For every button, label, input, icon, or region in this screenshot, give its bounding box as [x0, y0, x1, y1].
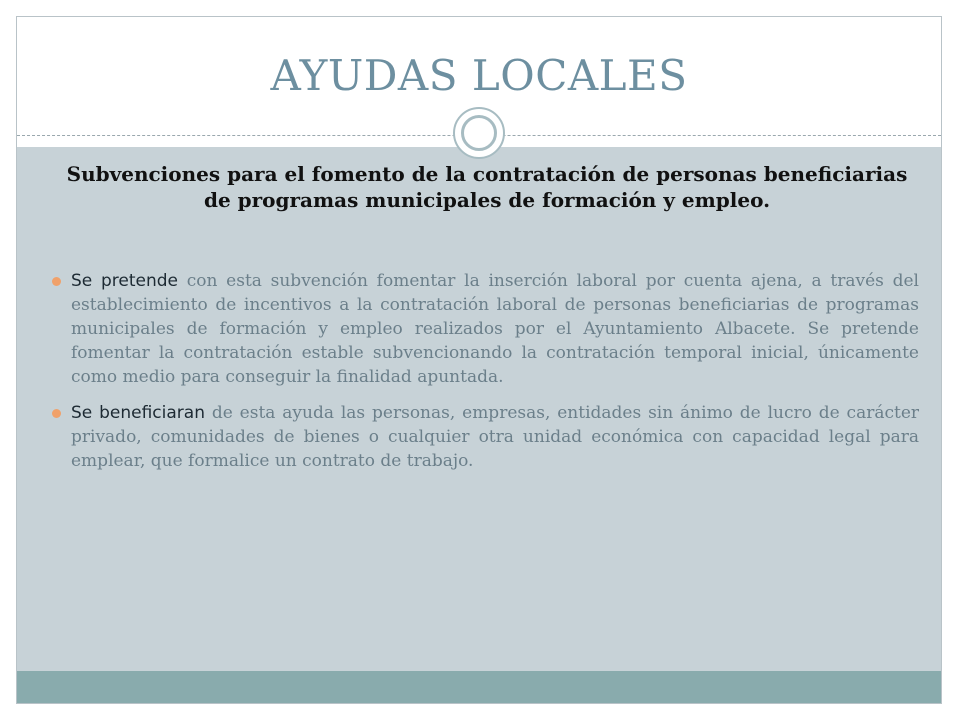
bullet-item	[52, 269, 919, 389]
slide-title: AYUDAS LOCALES	[270, 51, 688, 100]
bullet-body-text: de esta ayuda las personas, empresas, entidades sin ánimo de lucro de carácter privado, comunidades de bienes o cualquier otra unidad económica con capacidad legal para emplear, que formalice un contrato de trabajo.	[71, 403, 920, 471]
inner-ring	[461, 115, 497, 151]
slide	[16, 16, 942, 704]
footer-bar	[17, 671, 941, 704]
bullet-list	[52, 269, 919, 485]
double-ring-icon	[453, 107, 505, 159]
bullet-lead-text: Se beneficiaran	[71, 403, 205, 423]
bullet-lead-text: Se pretende	[71, 271, 178, 291]
bullet-dot-icon	[52, 409, 61, 418]
slide-subtitle: Subvenciones para el fomento de la contratación de personas beneficiarias de programas municipales de formación y empleo.	[66, 162, 908, 212]
bullet-item	[52, 401, 919, 473]
content-area	[17, 147, 941, 671]
bullet-dot-icon	[52, 277, 61, 286]
bullet-body-text: con esta subvención fomentar la inserción laboral por cuenta ajena, a través del establecimiento de incentivos a la contratación laboral de personas beneficiarias de programas municipales de formación y empleo realizados por el Ayuntamiento Albacete. Se pretende fomentar la contratación estable subvencionando la contratación temporal inicial, únicamente como medio para conseguir la finalidad apuntada.	[71, 271, 919, 387]
